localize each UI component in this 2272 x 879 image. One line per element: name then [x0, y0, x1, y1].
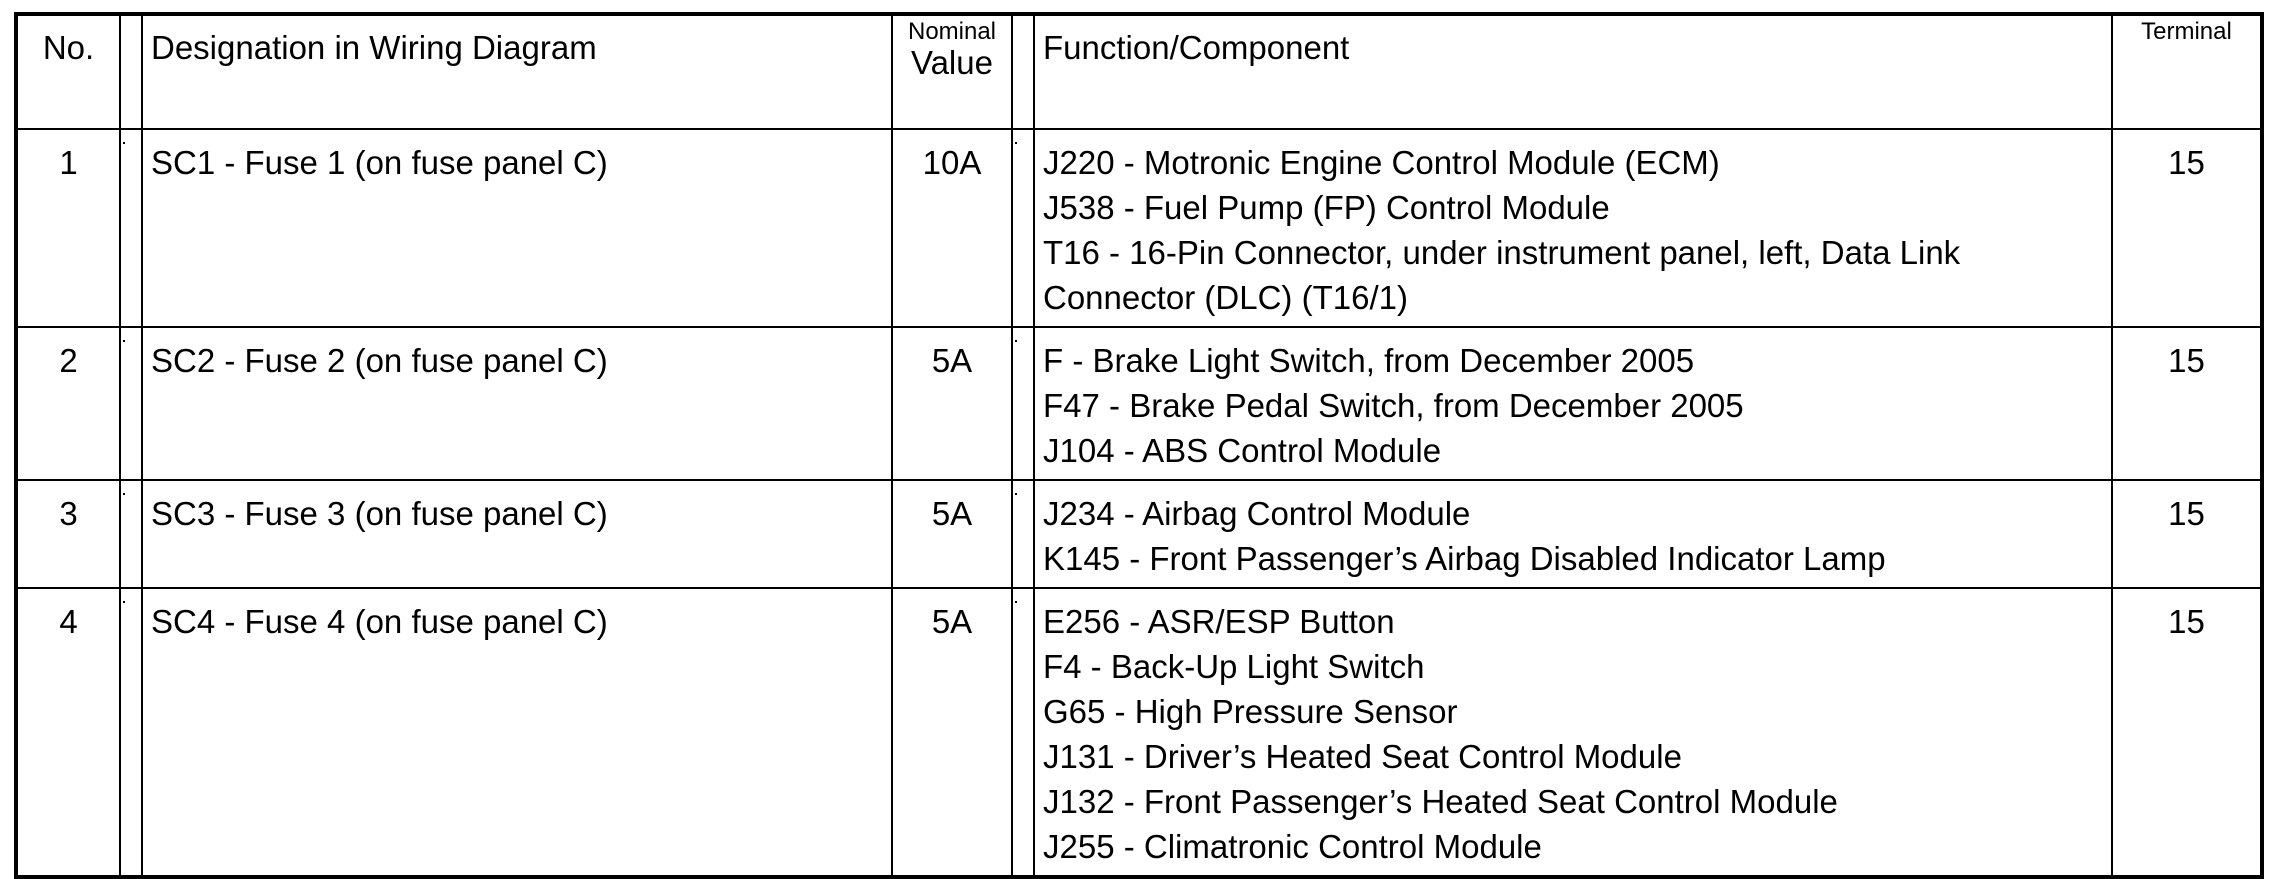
- row-number: 2: [16, 327, 120, 480]
- function-item: F47 - Brake Pedal Switch, from December 2005: [1043, 387, 1744, 424]
- row-spacer: [120, 480, 142, 588]
- row-functions: [1034, 480, 2112, 588]
- function-item: F4 - Back-Up Light Switch: [1043, 648, 1425, 685]
- function-item: F - Brake Light Switch, from December 2005: [1043, 342, 1695, 379]
- header-row: [16, 14, 2262, 129]
- header-spacer: [1012, 14, 1034, 129]
- row-terminal: 15: [2112, 327, 2262, 480]
- header-function: Function/Component: [1034, 14, 2112, 129]
- table-row: [16, 327, 2262, 480]
- cell-marker: [123, 142, 125, 144]
- header-nominal-value: [892, 14, 1012, 129]
- table-body: [16, 129, 2262, 877]
- row-terminal: 15: [2112, 129, 2262, 327]
- row-functions: [1034, 588, 2112, 877]
- cell-marker: [1015, 493, 1017, 495]
- row-terminal: 15: [2112, 588, 2262, 877]
- row-number: 1: [16, 129, 120, 327]
- function-item: J234 - Airbag Control Module: [1043, 495, 1471, 532]
- function-item: T16 - 16-Pin Connector, under instrument panel, left, Data Link Connector (DLC) (T16/1): [1043, 234, 1961, 316]
- header-terminal: [2112, 14, 2262, 129]
- function-item: J104 - ABS Control Module: [1043, 432, 1442, 469]
- table-row: [16, 129, 2262, 327]
- cell-marker: [123, 493, 125, 495]
- cell-marker: [1015, 340, 1017, 342]
- table-header: [16, 14, 2262, 129]
- row-nominal-value: 10A: [892, 129, 1012, 327]
- row-spacer: [120, 588, 142, 877]
- function-item: J131 - Driver’s Heated Seat Control Module: [1043, 738, 1682, 775]
- row-number: 3: [16, 480, 120, 588]
- row-spacer: [1012, 129, 1034, 327]
- header-designation: Designation in Wiring Diagram: [142, 14, 892, 129]
- header-nominal-top: Nominal: [907, 18, 997, 45]
- row-number: 4: [16, 588, 120, 877]
- cell-marker: [123, 601, 125, 603]
- row-spacer: [1012, 588, 1034, 877]
- cell-marker: [1015, 601, 1017, 603]
- table-row: [16, 588, 2262, 877]
- row-nominal-value: 5A: [892, 588, 1012, 877]
- fuse-table: [14, 12, 2264, 879]
- function-item: K145 - Front Passenger’s Airbag Disabled Indicator Lamp: [1043, 540, 1886, 577]
- row-functions: [1034, 129, 2112, 327]
- table-row: [16, 480, 2262, 588]
- function-item: J220 - Motronic Engine Control Module (ECM): [1043, 144, 1720, 181]
- row-spacer: [1012, 480, 1034, 588]
- row-designation: SC3 - Fuse 3 (on fuse panel C): [142, 480, 892, 588]
- cell-marker: [123, 340, 125, 342]
- function-item: J132 - Front Passenger’s Heated Seat Control Module: [1043, 783, 1838, 820]
- row-designation: SC4 - Fuse 4 (on fuse panel C): [142, 588, 892, 877]
- row-spacer: [120, 327, 142, 480]
- header-terminal-label: Terminal: [2141, 18, 2232, 45]
- row-functions: [1034, 327, 2112, 480]
- function-item: E256 - ASR/ESP Button: [1043, 603, 1395, 640]
- row-spacer: [120, 129, 142, 327]
- function-item: J538 - Fuel Pump (FP) Control Module: [1043, 189, 1610, 226]
- header-no: No.: [16, 14, 120, 129]
- row-nominal-value: 5A: [892, 327, 1012, 480]
- header-spacer: [120, 14, 142, 129]
- header-nominal-bottom: Value: [911, 44, 993, 81]
- row-spacer: [1012, 327, 1034, 480]
- function-item: J255 - Climatronic Control Module: [1043, 828, 1542, 865]
- row-terminal: 15: [2112, 480, 2262, 588]
- function-item: G65 - High Pressure Sensor: [1043, 693, 1458, 730]
- row-designation: SC2 - Fuse 2 (on fuse panel C): [142, 327, 892, 480]
- cell-marker: [1015, 142, 1017, 144]
- row-nominal-value: 5A: [892, 480, 1012, 588]
- row-designation: SC1 - Fuse 1 (on fuse panel C): [142, 129, 892, 327]
